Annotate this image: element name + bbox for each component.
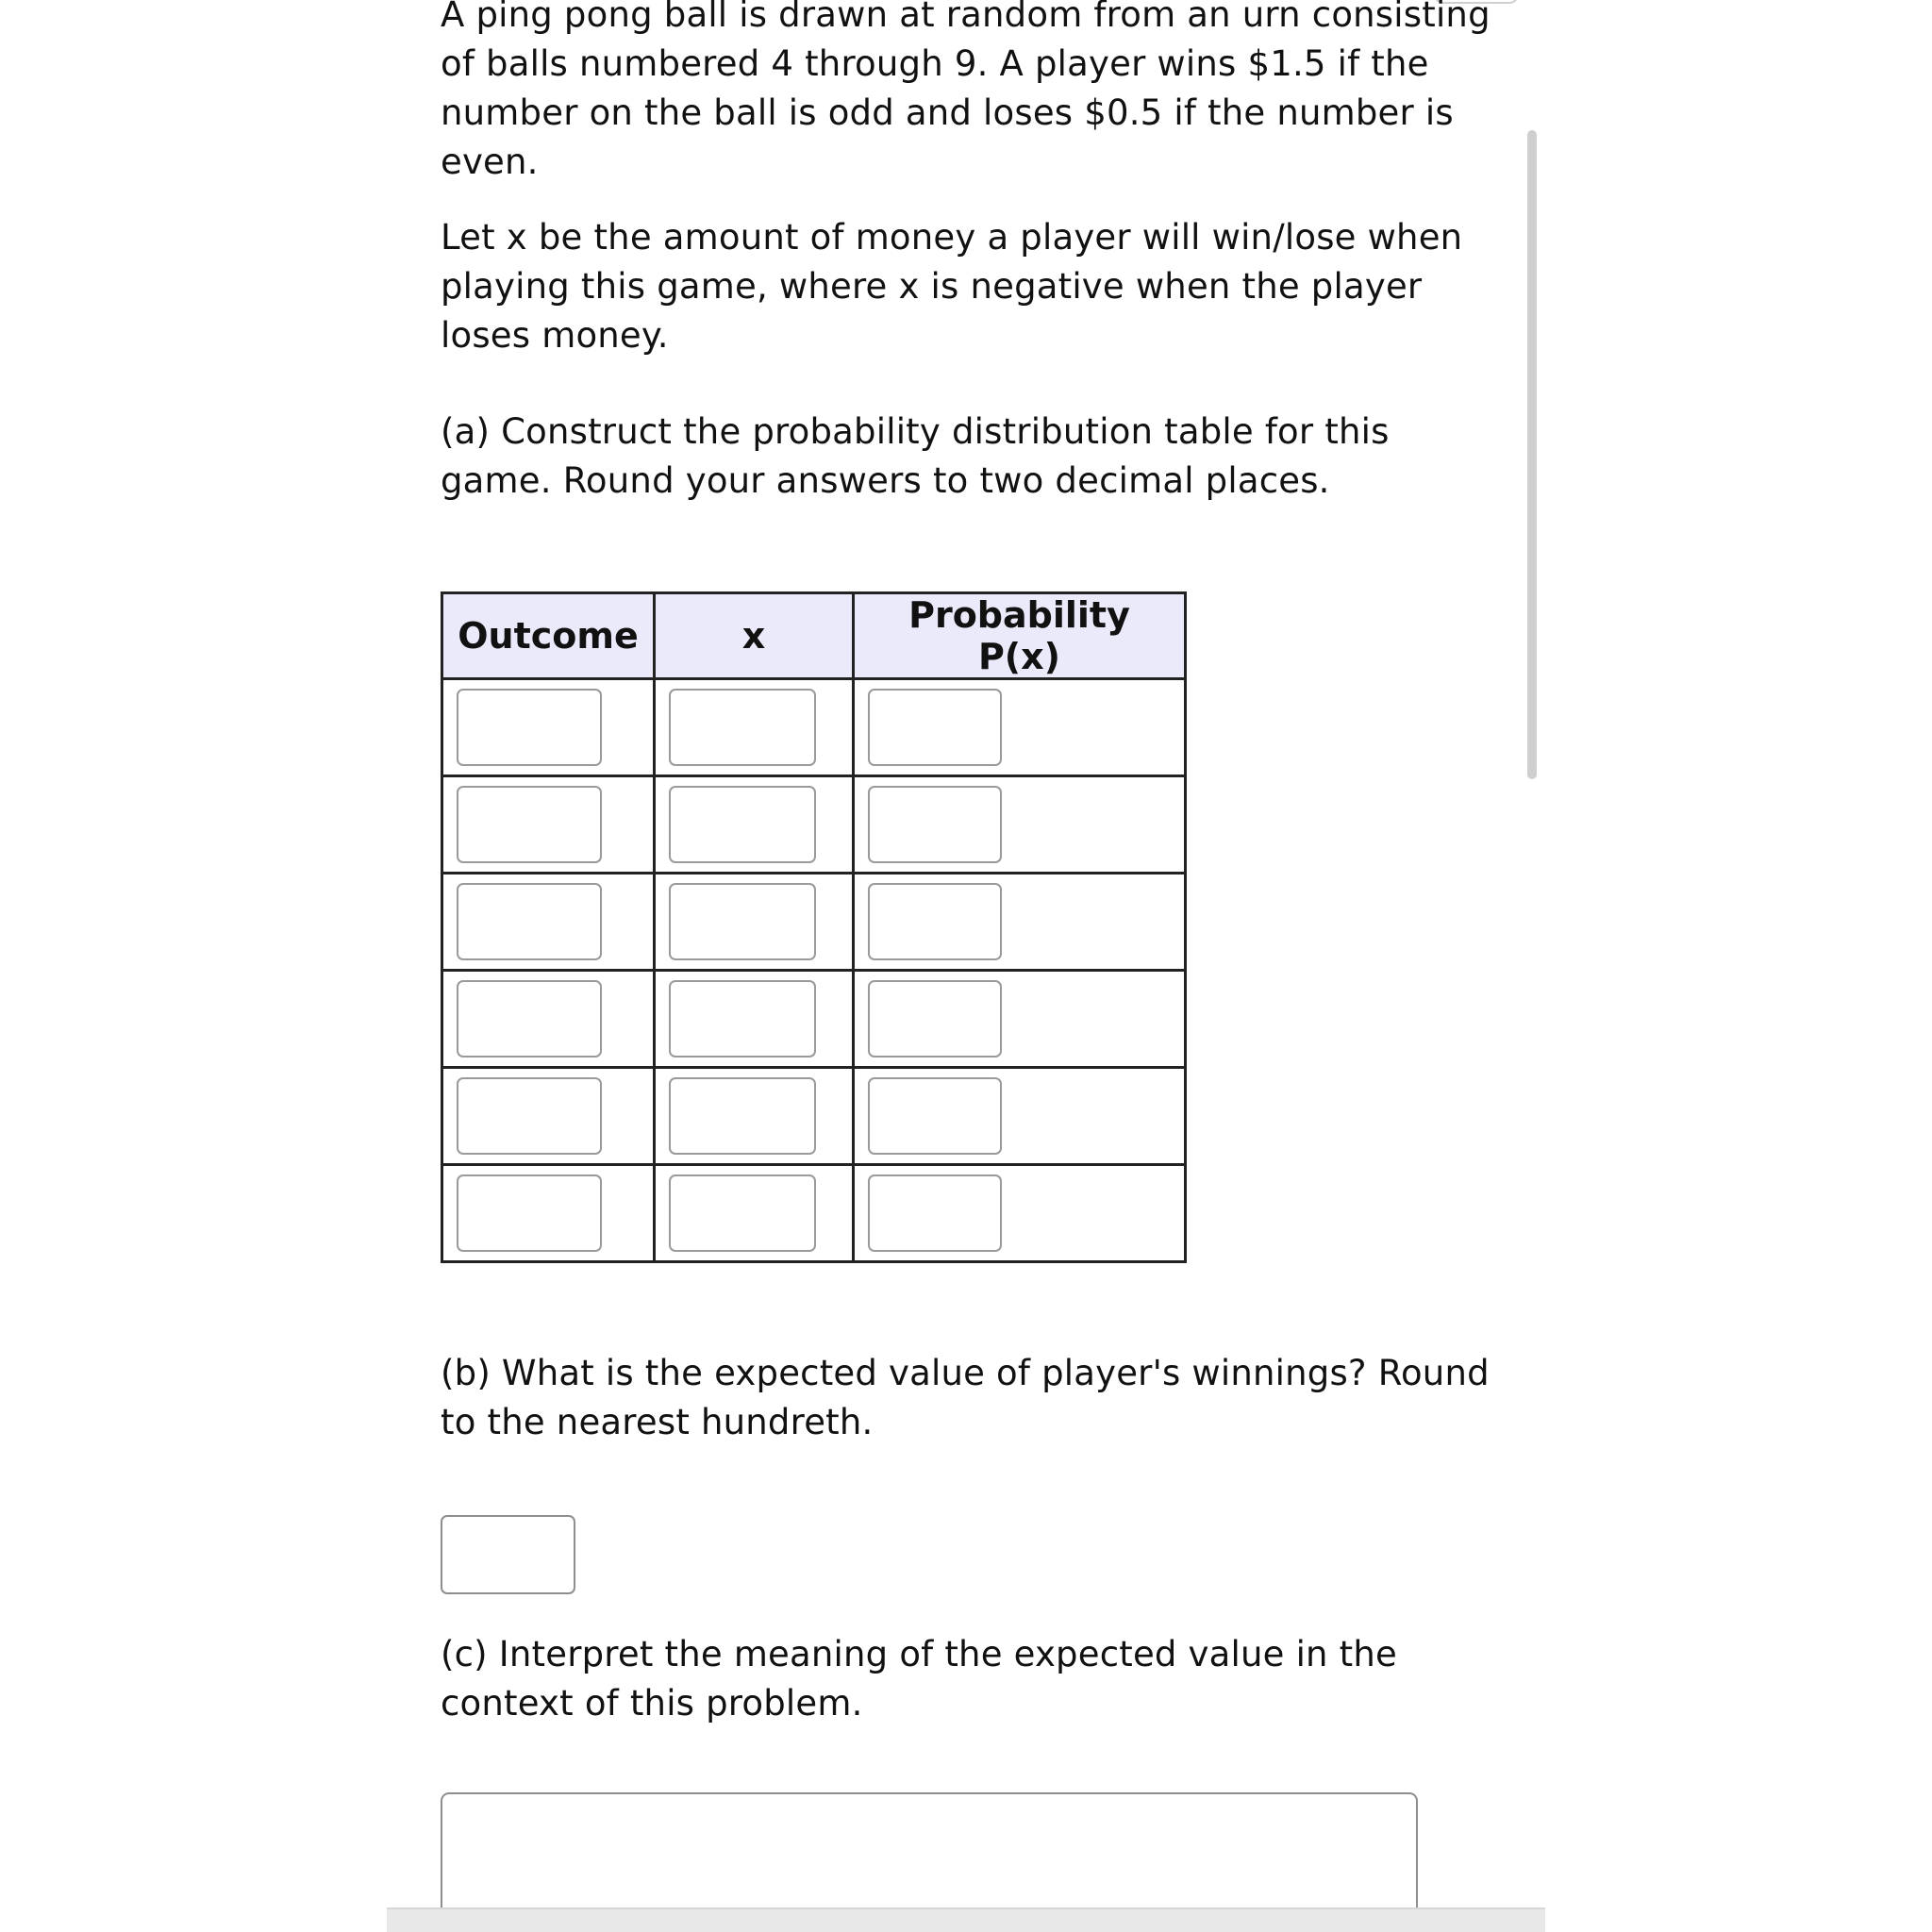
probability-input[interactable]: [868, 1174, 1002, 1252]
x-input[interactable]: [669, 1174, 816, 1252]
outcome-input[interactable]: [457, 980, 602, 1058]
table-row: [442, 679, 1186, 776]
bottom-scroll-area: [387, 1907, 1545, 1932]
question-intro: A ping pong ball is drawn at random from an urn consisting of balls numbered 4 through 9. A player wins $1.5 if the number on the ball is odd and loses $0.5 if the number is even.: [441, 0, 1491, 182]
part-a-prompt: (a) Construct the probability distribution table for this game. Round your answers to two decimal places.: [441, 411, 1390, 501]
outcome-input[interactable]: [457, 1174, 602, 1252]
table-row: [442, 776, 1186, 874]
table-row: [442, 874, 1186, 971]
part-c-prompt: (c) Interpret the meaning of the expected value in the context of this problem.: [441, 1634, 1397, 1724]
x-input[interactable]: [669, 786, 816, 863]
x-input[interactable]: [669, 883, 816, 960]
probability-input[interactable]: [868, 689, 1002, 766]
outcome-input[interactable]: [457, 1077, 602, 1155]
vertical-scrollbar[interactable]: [1527, 130, 1537, 779]
table-row: [442, 1165, 1186, 1262]
header-probability: Probability P(x): [854, 593, 1186, 679]
header-outcome: Outcome: [442, 593, 655, 679]
x-input[interactable]: [669, 1077, 816, 1155]
probability-input[interactable]: [868, 980, 1002, 1058]
probability-input[interactable]: [868, 883, 1002, 960]
table-row: [442, 1068, 1186, 1165]
probability-input[interactable]: [868, 786, 1002, 863]
variable-definition: Let x be the amount of money a player will win/lose when playing this game, where x is negative when the player loses money.: [441, 217, 1463, 356]
x-input[interactable]: [669, 980, 816, 1058]
part-b-prompt: (b) What is the expected value of player's winnings? Round to the nearest hundreth.: [441, 1353, 1490, 1442]
outcome-input[interactable]: [457, 786, 602, 863]
expected-value-input[interactable]: [441, 1515, 575, 1594]
probability-input[interactable]: [868, 1077, 1002, 1155]
table-row: [442, 971, 1186, 1068]
outcome-input[interactable]: [457, 883, 602, 960]
outcome-input[interactable]: [457, 689, 602, 766]
probability-distribution-table: [441, 591, 1187, 1263]
x-input[interactable]: [669, 689, 816, 766]
table-header-row: [442, 593, 1186, 679]
header-x: x: [655, 593, 854, 679]
